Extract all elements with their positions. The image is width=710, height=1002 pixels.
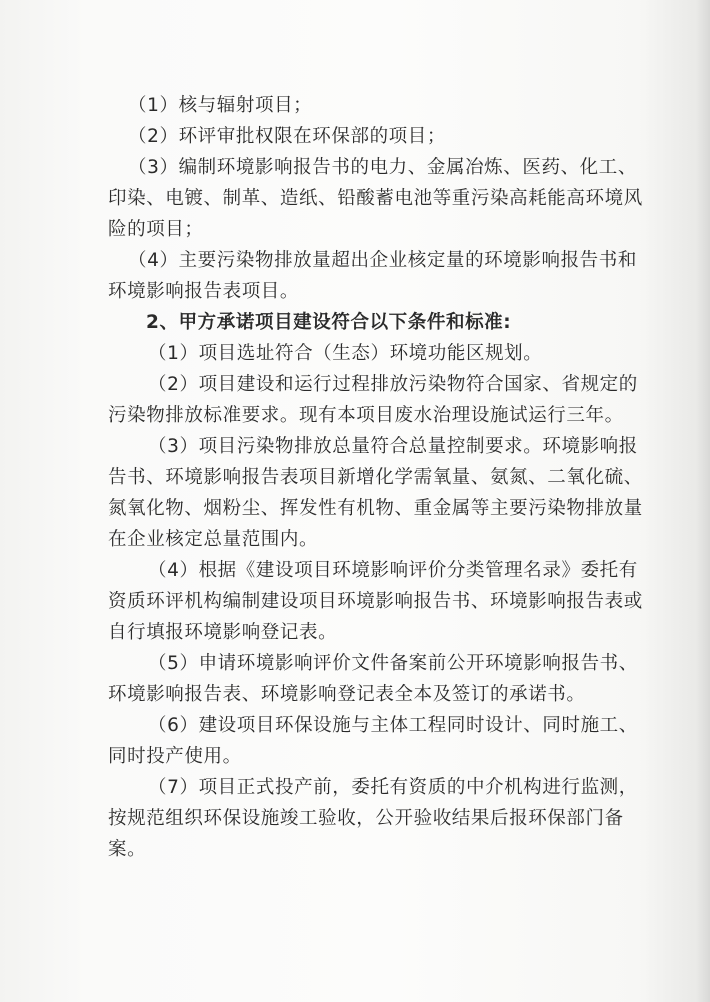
condition-eia-catalog-line-1: （4）根据《建设项目环境影响评价分类管理名录》委托有 xyxy=(148,560,638,581)
condition-eia-catalog-line-3: 自行填报环境影响登记表。 xyxy=(108,622,338,643)
condition-total-control-line-1: （3）项目污染物排放总量符合总量控制要求。环境影响报 xyxy=(148,436,638,457)
condition-acceptance-line-3: 案。 xyxy=(108,839,147,860)
condition-disclosure-line-1: （5）申请环境影响评价文件备案前公开环境影响报告书、 xyxy=(148,653,638,674)
item-nuclear-radiation: （1）核与辐射项目； xyxy=(128,95,313,116)
condition-site-selection: （1）项目选址符合（生态）环境功能区规划。 xyxy=(148,343,543,364)
item-heavy-pollution-line-3: 险的项目； xyxy=(108,219,204,240)
condition-eia-catalog-line-2: 资质环评机构编制建设项目环境影响报告书、环境影响报告表或 xyxy=(108,591,643,612)
condition-discharge-standard-line-1: （2）项目建设和运行过程排放污染物符合国家、省规定的 xyxy=(148,374,638,395)
item-heavy-pollution-line-1: （3）编制环境影响报告书的电力、金属冶炼、医药、化工、 xyxy=(128,157,637,178)
item-emission-exceed-line-2: 环境影响报告表项目。 xyxy=(108,281,300,302)
condition-total-control-line-3: 氮氧化物、烟粉尘、挥发性有机物、重金属等主要污染物排放量 xyxy=(108,498,643,519)
condition-total-control-line-4: 在企业核定总量范围内。 xyxy=(108,529,319,550)
condition-disclosure-line-2: 环境影响报告表、环境影响登记表全本及签订的承诺书。 xyxy=(108,684,586,705)
condition-acceptance-line-1: （7）项目正式投产前，委托有资质的中介机构进行监测， xyxy=(148,777,638,798)
item-emission-exceed-line-1: （4）主要污染物排放量超出企业核定量的环境影响报告书和 xyxy=(128,250,637,271)
condition-three-simultaneous-line-2: 同时投产使用。 xyxy=(108,746,242,767)
condition-discharge-standard-line-2: 污染物排放标准要求。现有本项目废水治理设施试运行三年。 xyxy=(108,405,624,426)
item-approval-authority: （2）环评审批权限在环保部的项目； xyxy=(128,126,446,147)
condition-total-control-line-2: 告书、环境影响报告表项目新增化学需氧量、氨氮、二氧化硫、 xyxy=(108,467,643,488)
item-heavy-pollution-line-2: 印染、电镀、制革、造纸、铅酸蓄电池等重污染高耗能高环境风 xyxy=(108,188,643,209)
condition-three-simultaneous-line-1: （6）建设项目环保设施与主体工程同时设计、同时施工、 xyxy=(148,715,638,736)
document-body xyxy=(108,90,643,865)
section-heading-conditions: 2、甲方承诺项目建设符合以下条件和标准: xyxy=(146,312,512,333)
condition-acceptance-line-2: 按规范组织环保设施竣工验收，公开验收结果后报环保部门备 xyxy=(108,808,624,829)
